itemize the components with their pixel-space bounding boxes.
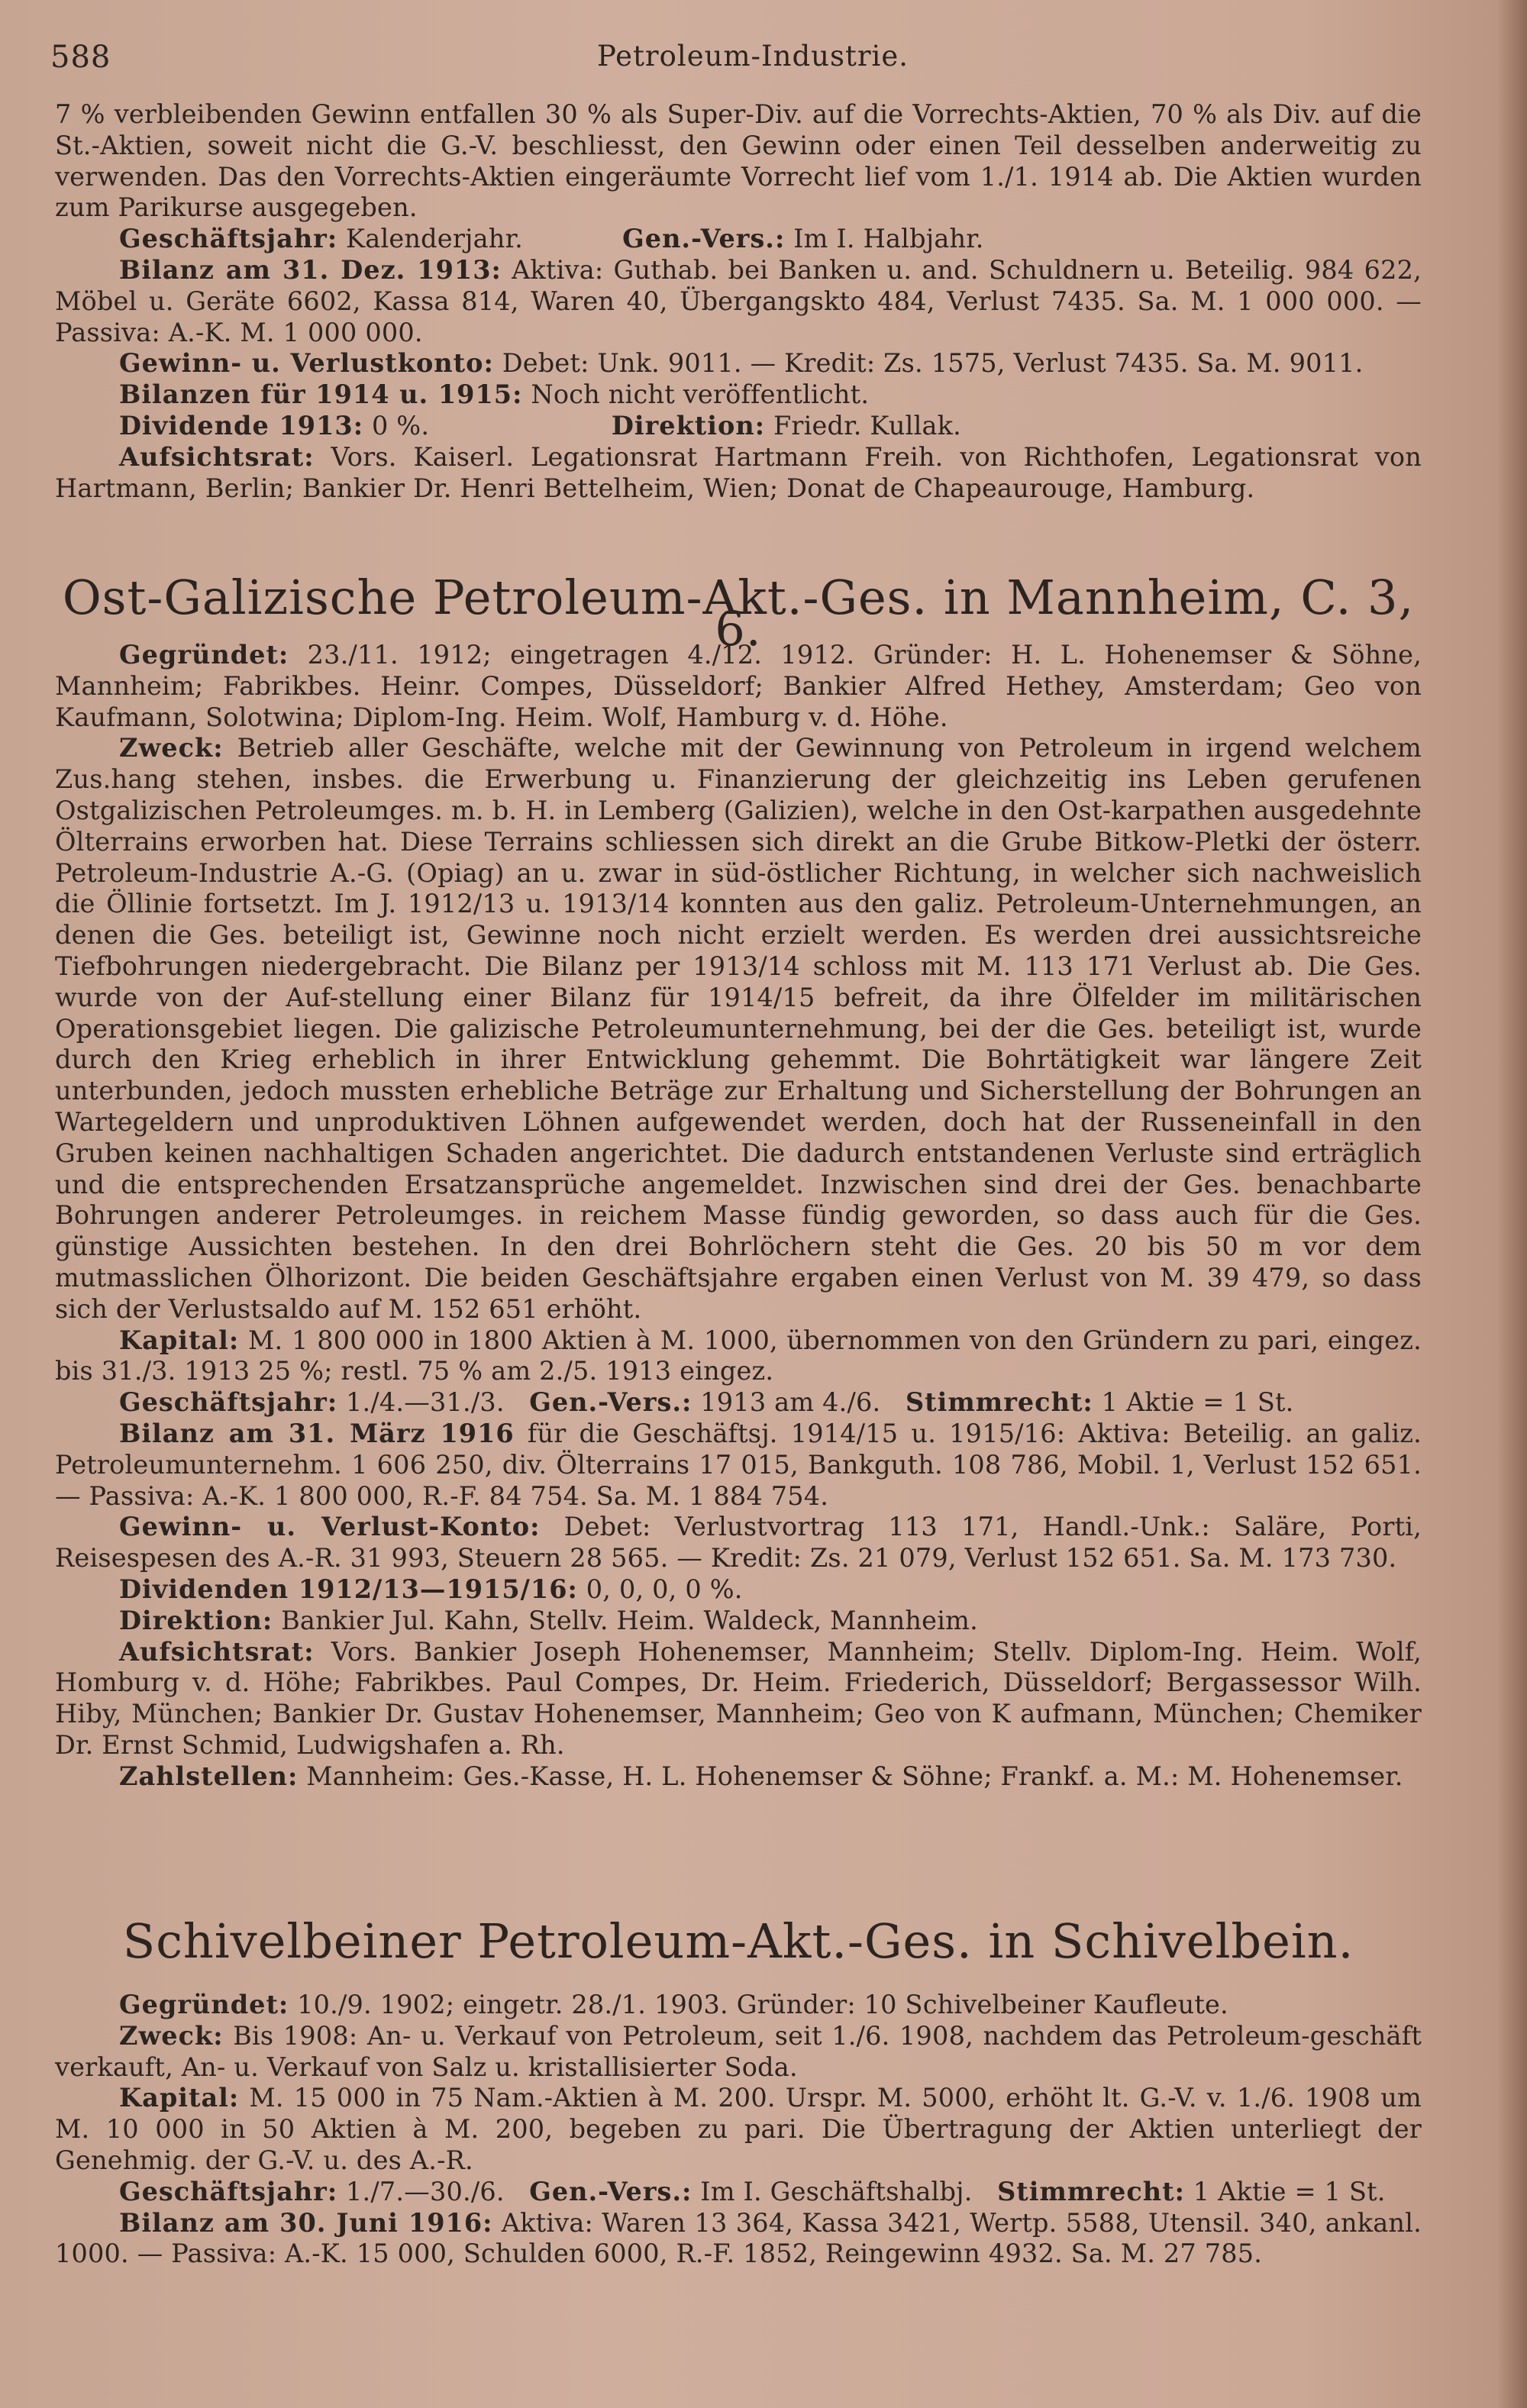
running-title: Petroleum-Industrie. xyxy=(596,40,909,73)
ost-galizische-entry xyxy=(55,640,1422,1792)
gen-vers-value: 1913 am 4./6. xyxy=(700,1387,881,1418)
geschaeftsjahr-line xyxy=(55,2177,1422,2208)
gegruendet-label: Gegründet: xyxy=(119,1990,289,2019)
stimmrecht-value: 1 Aktie = 1 St. xyxy=(1101,1387,1294,1418)
gegruendet-paragraph xyxy=(55,640,1422,733)
stimmrecht-label: Stimmrecht: xyxy=(997,2176,1185,2206)
gen-vers-label: Gen.-Vers.: xyxy=(622,224,786,254)
zweck-label: Zweck: xyxy=(119,2020,224,2051)
zweck-label: Zweck: xyxy=(119,733,224,763)
previous-company-entry xyxy=(55,99,1422,504)
stimmrecht-value: 1 Aktie = 1 St. xyxy=(1193,2176,1386,2206)
geschaeftsjahr-label: Geschäftsjahr: xyxy=(119,224,338,254)
geschaeftsjahr-label: Geschäftsjahr: xyxy=(119,1387,338,1418)
gen-vers-label: Gen.-Vers.: xyxy=(529,1387,692,1418)
bilanz-paragraph xyxy=(55,255,1422,348)
gegruendet-label: Gegründet: xyxy=(119,640,289,670)
dividenden-label: Dividenden 1912/13—1915/16: xyxy=(119,1574,578,1604)
zweck-paragraph xyxy=(55,733,1422,1325)
aufsichtsrat-value: Vors. Kaiserl. Legationsrat Hartmann Freih. von Richthofen, Legationsrat von Hartmann, Berlin; Bankier Dr. Henri Bettelheim, Wien; Donat de Chapeaurouge, Hamburg. xyxy=(55,441,1422,503)
zweck-value: Bis 1908: An- u. Verkauf von Petroleum, seit 1./6. 1908, nachdem das Petroleum-geschäft verkauft, An- u. Verkauf von Salz u. kristallisierter Soda. xyxy=(55,2020,1422,2082)
dividende-line xyxy=(55,411,1422,442)
bilanz-paragraph xyxy=(55,1419,1422,1512)
gen-vers-label: Gen.-Vers.: xyxy=(529,2176,692,2206)
zahlstellen-label: Zahlstellen: xyxy=(119,1761,299,1791)
kapital-label: Kapital: xyxy=(119,1325,240,1355)
guv-value: Debet: Verlustvortrag 113 171, Handl.-Unk.: Saläre, Porti, Reisespesen des A.-R. 31 993, Steuern 28 565. — Kredit: Zs. 21 079, Verlust 152 651. Sa. M. 173 730. xyxy=(55,1512,1422,1574)
dividende-value: 0 %. xyxy=(371,410,430,441)
direktion-paragraph xyxy=(55,1606,1422,1637)
geschaeftsjahr-label: Geschäftsjahr: xyxy=(119,2176,338,2206)
geschaeftsjahr-value: 1./7.—30./6. xyxy=(346,2176,505,2206)
geschaeftsjahr-line xyxy=(55,224,1422,255)
zahlstellen-paragraph xyxy=(55,1761,1422,1793)
bilanz-label: Bilanz am 31. Dez. 1913: xyxy=(119,254,502,285)
aufsichtsrat-paragraph xyxy=(55,1637,1422,1761)
bilanz-value: Aktiva: Waren 13 364, Kassa 3421, Wertp. 5588, Utensil. 340, ankanl. 1000. — Passiva: A.-K. 15 000, Schulden 6000, R.-F. 1852, Reingewinn 4932. Sa. M. 27 785. xyxy=(55,2207,1422,2269)
running-head xyxy=(50,40,1455,78)
bilanzen-label: Bilanzen für 1914 u. 1915: xyxy=(119,379,523,410)
guv-label: Gewinn- u. Verlustkonto: xyxy=(119,348,494,379)
guv-paragraph xyxy=(55,348,1422,379)
dividende-label: Dividende 1913: xyxy=(119,410,364,441)
geschaeftsjahr-value: Kalenderjahr. xyxy=(346,224,523,254)
direktion-label: Direktion: xyxy=(119,1605,273,1635)
kapital-value: M. 15 000 in 75 Nam.-Aktien à M. 200. Urspr. M. 5000, erhöht lt. G.-V. v. 1./6. 1908 um M. 10 000 in 50 Aktien à M. 200, begeben zu pari. Die Übertragung der Aktien unterliegt der Genehmig. der G.-V. u. des A.-R. xyxy=(55,2083,1422,2175)
kapital-value: M. 1 800 000 in 1800 Aktien à M. 1000, übernommen von den Gründern zu pari, eingez. bis 31./3. 1913 25 %; restl. 75 % am 2./5. 1913 eingez. xyxy=(55,1325,1422,1386)
bilanzen-value: Noch nicht veröffentlicht. xyxy=(531,379,870,410)
schivelbeiner-entry xyxy=(55,1990,1422,2270)
gegruendet-value: 10./9. 1902; eingetr. 28./1. 1903. Gründer: 10 Schivelbeiner Kaufleute. xyxy=(297,1990,1228,2019)
bilanzen-paragraph xyxy=(55,379,1422,411)
gen-vers-value: Im I. Halbjahr. xyxy=(793,224,984,254)
bilanz-paragraph xyxy=(55,2208,1422,2271)
zweck-paragraph xyxy=(55,2021,1422,2084)
direktion-value: Bankier Jul. Kahn, Stellv. Heim. Waldeck, Mannheim. xyxy=(281,1605,978,1635)
direktion-value: Friedr. Kullak. xyxy=(773,410,962,441)
aufsichtsrat-paragraph xyxy=(55,442,1422,505)
kapital-paragraph xyxy=(55,2083,1422,2176)
aufsichtsrat-label: Aufsichtsrat: xyxy=(119,441,315,472)
dividenden-paragraph xyxy=(55,1574,1422,1606)
kapital-paragraph xyxy=(55,1325,1422,1388)
gegruendet-value: 23./11. 1912; eingetragen 4./12. 1912. Gründer: H. L. Hohenemser & Söhne, Mannheim; Fabrikbes. Heinr. Compes, Düsseldorf; Bankier Alfred Hethey, Amsterdam; Geo von Kaufmann, Solotwina; Diplom-Ing. Heim. Wolf, Hamburg v. d. Höhe. xyxy=(55,640,1422,732)
company-heading-wrapper xyxy=(55,1913,1422,1969)
aufsichtsrat-value: Vors. Bankier Joseph Hohenemser, Mannheim; Stellv. Diplom-Ing. Heim. Wolf, Homburg v. d. Höhe; Fabrikbes. Paul Compes, Dr. Heim. Friederich, Düsseldorf; Bergassessor Wilh. Hiby, München; Bankier Dr. Gustav Hohenemser, Mannheim; Geo von K aufmann, München; Chemiker Dr. Ernst Schmid, Ludwigshafen a. Rh. xyxy=(55,1636,1422,1760)
kapital-label: Kapital: xyxy=(119,2083,240,2113)
bilanz-value: für die Geschäftsj. 1914/15 u. 1915/16: Aktiva: Beteilig. an galiz. Petroleumunternehm. 1 606 250, div. Ölterrains 17 015, Bankguth. 108 786, Mobil. 1, Verlust 152 651. — Passiva: A.-K. 1 800 000, R.-F. 84 754. Sa. M. 1 884 754. xyxy=(55,1418,1422,1511)
zahlstellen-value: Mannheim: Ges.-Kasse, H. L. Hohenemser & Söhne; Frankf. a. M.: M. Hohenemser. xyxy=(306,1761,1403,1791)
guv-paragraph xyxy=(55,1512,1422,1574)
company-heading-schivelbeiner: Schivelbeiner Petroleum-Akt.-Ges. in Schivelbein. xyxy=(122,1913,1354,1969)
dividenden-value: 0, 0, 0, 0 %. xyxy=(586,1574,743,1604)
zweck-value: Betrieb aller Geschäfte, welche mit der Gewinnung von Petroleum in irgend welchem Zus.hang stehen, insbes. die Erwerbung u. Finanzierung der gleichzeitig ins Leben gerufenen Ostgalizischen Petroleumges. m. b. H. in Lemberg (Galizien), welche in den Ost-karpathen ausgedehnte Ölterrains erworben hat. Diese Terrains schliessen sich direkt an die Grube Bitkow-Pletki der österr. Petroleum-Industrie A.-G. (Opiag) an u. zwar in süd-östlicher Richtung, in welcher sich nachweislich die Öllinie fortsetzt. Im J. 1912/13 u. 1913/14 konnten aus den galiz. Petroleum-Unternehmungen, an denen die Ges. beteiligt ist, Gewinne noch nicht erzielt werden. Es werden drei aussichtsreiche Tiefbohrungen niedergebracht. Die Bilanz per 1913/14 schloss mit M. 113 171 Verlust ab. Die Ges. wurde von der Auf-stellung einer Bilanz für 1914/15 befreit, da ihre Ölfelder im militärischen Operationsgebiet liegen. Die galizische Petroleumunternehmung, bei der die Ges. beteiligt ist, wurde durch den Krieg erheblich in ihrer Entwicklung gehemmt. Die Bohrtätigkeit war längere Zeit unterbunden, jedoch mussten erhebliche Beträge zur Erhaltung und Sicherstellung der Bohrungen an Wartegeldern und unproduktiven Löhnen aufgewendet werden, doch hat der Russeneinfall in den Gruben keinen nachhaltigen Schaden angerichtet. Die dadurch entstandenen Verluste sind erträglich und die entsprechenden Ersatzansprüche angemeldet. Inzwischen sind drei der Ges. benachbarte Bohrungen anderer Petroleumges. in reichem Masse fündig geworden, so dass auch für die Ges. günstige Aussichten bestehen. In den drei Bohrlöchern steht die Ges. 20 bis 50 m vor dem mutmasslichen Ölhorizont. Die beiden Geschäftsjahre ergaben einen Verlust von M. 39 479, so dass sich der Verlustsaldo auf M. 152 651 erhöht. xyxy=(55,733,1422,1324)
stimmrecht-label: Stimmrecht: xyxy=(905,1387,1093,1418)
geschaeftsjahr-value: 1./4.—31./3. xyxy=(346,1387,505,1418)
gegruendet-paragraph xyxy=(55,1990,1422,2021)
guv-value: Debet: Unk. 9011. — Kredit: Zs. 1575, Verlust 7435. Sa. M. 9011. xyxy=(502,348,1364,379)
company-heading-ost-galizische: Ost-Galizische Petroleum-Akt.-Ges. in Mannheim, C. 3, 6. xyxy=(62,570,1415,657)
bilanz-label: Bilanz am 31. März 1916 xyxy=(119,1418,515,1448)
page-number: 588 xyxy=(50,40,111,75)
aufsichtsrat-label: Aufsichtsrat: xyxy=(119,1636,315,1667)
bilanz-label: Bilanz am 30. Juni 1916: xyxy=(119,2207,493,2238)
geschaeftsjahr-line xyxy=(55,1387,1422,1419)
gen-vers-value: Im I. Geschäftshalbj. xyxy=(700,2176,973,2206)
page-edge-shadow xyxy=(1496,0,1527,2408)
bilanz-value: Aktiva: Guthab. bei Banken u. and. Schuldnern u. Beteilig. 984 622, Möbel u. Geräte 6602, Kassa 814, Waren 40, Übergangskto 484, Verlust 7435. Sa. M. 1 000 000. — Passiva: A.-K. M. 1 000 000. xyxy=(55,254,1422,347)
direktion-label: Direktion: xyxy=(611,410,766,441)
guv-label: Gewinn- u. Verlust-Konto: xyxy=(119,1512,541,1542)
intro-paragraph: 7 % verbleibenden Gewinn entfallen 30 % als Super-Div. auf die Vorrechts-Aktien, 70 % als Div. auf die St.-Aktien, soweit nicht die G.-V. beschliesst, den Gewinn oder einen Teil desselben anderweitig zu verwenden. Das den Vorrechts-Aktien eingeräumte Vorrecht lief vom 1./1. 1914 ab. Die Aktien wurden zum Parikurse ausgegeben. xyxy=(55,99,1422,223)
